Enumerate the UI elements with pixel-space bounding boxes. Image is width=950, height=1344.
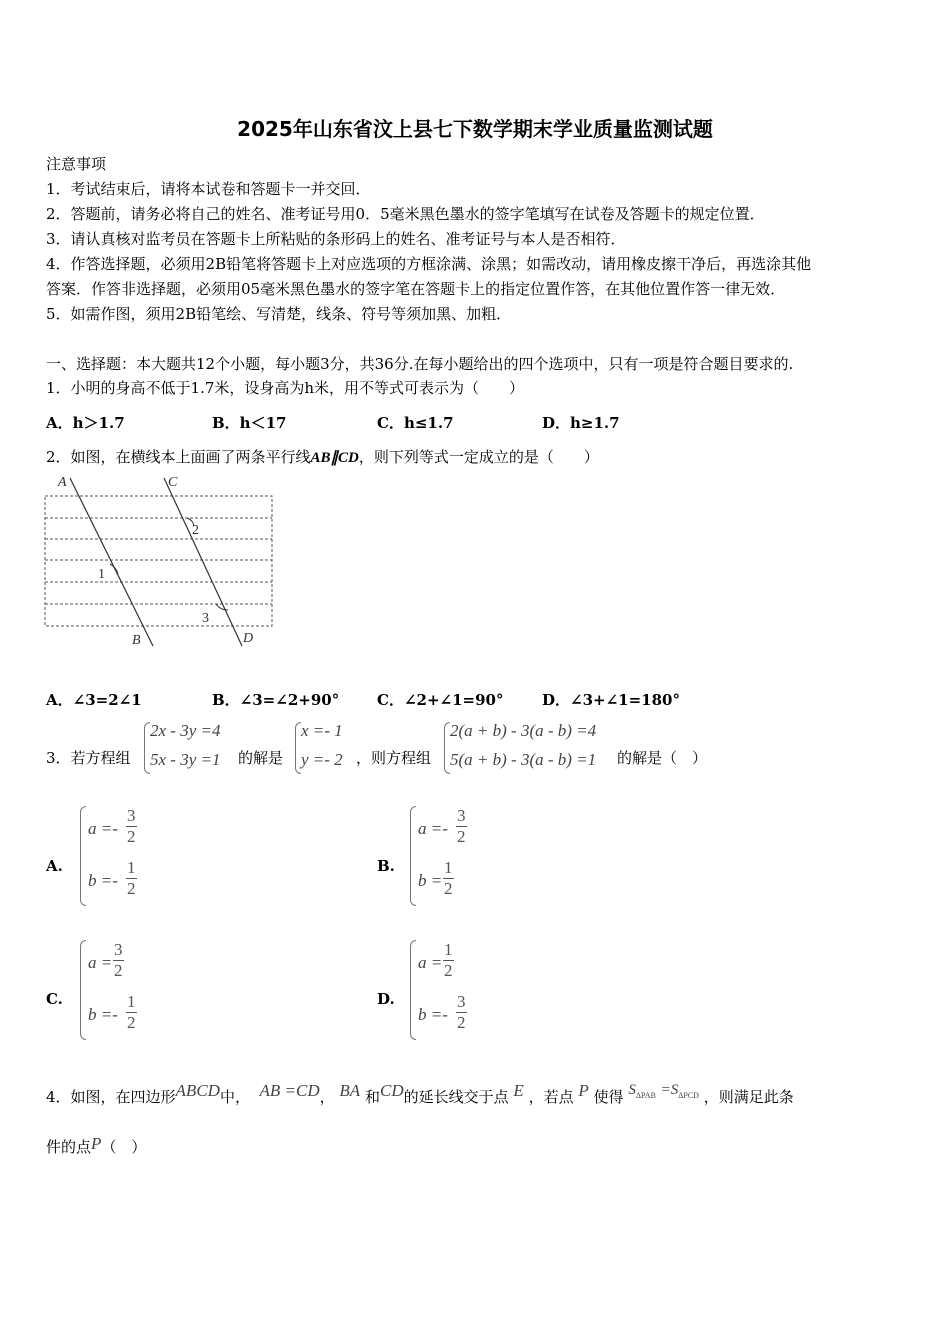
q3-option-c-brace — [80, 940, 86, 1040]
q2-stem — [46, 446, 599, 467]
q4-text: 使得 — [593, 1088, 624, 1106]
q4-text: 的延长线交于点 — [403, 1088, 509, 1106]
q4-text: 中， — [219, 1088, 250, 1106]
q3-option-a-b: b =- — [88, 871, 118, 890]
q4-math: P — [91, 1134, 102, 1153]
notice-heading: 注意事项 — [46, 155, 107, 173]
q3-option-b-label: B. — [377, 857, 395, 875]
q1-option-b: B．h＜17 — [212, 414, 287, 432]
q3-sys1-eq1: 2x - 3y =4 — [150, 721, 221, 740]
q3-sol-x: x =- 1 — [301, 721, 343, 740]
q3-mid1: 的解是 — [238, 749, 284, 767]
q4-math: AB =CD — [259, 1081, 320, 1100]
notice-item: 4．作答选择题，必须用2B铅笔将答题卡上对应选项的方框涂满、涂黑；如需改动，请用橡皮擦干净后，再选涂其他 — [46, 255, 812, 273]
q3-sys2-eq1: 2(a + b) - 3(a - b) =4 — [450, 721, 597, 740]
q3-option-c-a-frac: $\frac{3}{2}$ — [114, 940, 123, 980]
label-a: A — [58, 475, 67, 490]
q4-stem-line1 — [46, 1081, 794, 1108]
page-title: 2025年山东省汶上县七下数学期末学业质量监测试题 — [237, 117, 713, 141]
q4-text: ，则满足此条 — [703, 1088, 794, 1106]
q3-option-a-a: a =- — [88, 819, 118, 838]
q4-math: BA — [339, 1081, 361, 1100]
q2-option-d: D．∠3+∠1=180° — [542, 691, 680, 709]
q4-text: 和 — [364, 1088, 380, 1106]
notice-item: 答案．作答非选择题，必须用05毫米黑色墨水的签字笔在答题卡上的指定位置作答，在其他位置作答一律无效． — [46, 280, 786, 298]
label-d: D — [243, 631, 254, 646]
q3-option-a-label: A. — [46, 857, 63, 875]
q4-math: CD — [379, 1081, 404, 1100]
q3-option-c-label: C. — [46, 990, 63, 1008]
q4-text: 件的点 — [46, 1138, 92, 1156]
q3-option-d-a: a = — [418, 953, 443, 972]
angle-3-arc — [216, 604, 228, 610]
q3-option-d-a-frac: $\frac{1}{2}$ — [444, 940, 453, 980]
q2-figure — [40, 470, 280, 650]
q3-option-b-a: a =- — [418, 819, 448, 838]
q4-text: ，若点 — [528, 1088, 574, 1106]
q3-option-d-b: b =- — [418, 1005, 448, 1024]
q2-stem-math: AB∥CD — [310, 450, 359, 466]
q1-option-c: C．h≤1.7 — [377, 414, 454, 432]
q4-math: E — [513, 1081, 524, 1100]
notice-item: 2．答题前，请务必将自己的姓名、准考证号用0．5毫米黑色墨水的签字笔填写在试卷及答题卡的规定位置． — [46, 205, 765, 223]
label-b: B — [132, 633, 141, 648]
notice-item: 5．如需作图，须用2B铅笔绘、写清楚，线条、符号等须加黑、加粗． — [46, 305, 512, 323]
q3-option-c-b: b =- — [88, 1005, 118, 1024]
q3-option-c-b-frac: $\frac{1}{2}$ — [127, 992, 136, 1032]
label-3: 3 — [202, 611, 209, 626]
line-ab — [70, 478, 153, 646]
label-1: 1 — [98, 567, 105, 582]
q3-option-b-b-frac: $\frac{1}{2}$ — [444, 858, 453, 898]
q3-option-b-brace — [410, 806, 416, 906]
q3-mid2: ，则方程组 — [356, 749, 432, 767]
notice-item: 3．请认真核对监考员在答题卡上所粘贴的条形码上的姓名、准考证号与本人是否相符． — [46, 230, 626, 248]
q3-option-d-brace — [410, 940, 416, 1040]
q4-math-s1: $S_{\Delta PAB}$ — [628, 1082, 656, 1100]
q1-stem: 1．小明的身高不低于1.7米，设身高为h米，用不等式可表示为（ ） — [46, 379, 525, 397]
q4-text: 4．如图，在四边形 — [46, 1088, 176, 1106]
q3-option-a-b-frac: $\frac{1}{2}$ — [127, 858, 136, 898]
q4-text: （ ） — [101, 1138, 147, 1156]
q3-option-b-a-frac: $\frac{3}{2}$ — [457, 806, 466, 846]
q3-sol-y: y =- 2 — [301, 750, 343, 769]
q2-option-a: A．∠3=2∠1 — [46, 691, 142, 709]
notice-item: 1．考试结束后，请将本试卷和答题卡一并交回． — [46, 180, 371, 198]
q3-option-d-label: D. — [377, 990, 395, 1008]
q4-math: ABCD — [175, 1081, 220, 1100]
q3-sys2-eq2: 5(a + b) - 3(a - b) =1 — [450, 750, 597, 769]
label-2: 2 — [192, 523, 199, 538]
q4-math-s2: $=S_{\Delta PCD}$ — [660, 1082, 699, 1100]
q3-option-d-b-frac: $\frac{3}{2}$ — [457, 992, 466, 1032]
q2-stem-text-end: ，则下列等式一定成立的是（ ） — [358, 448, 599, 466]
q2-stem-text: 2．如图，在横线本上面画了两条平行线 — [46, 448, 311, 466]
q4-math: P — [578, 1081, 589, 1100]
q4-stem-line2 — [46, 1136, 146, 1157]
q1-option-d: D．h≥1.7 — [542, 414, 620, 432]
q3-option-c-a: a = — [88, 953, 113, 972]
section-heading: 一、选择题：本大题共12个小题，每小题3分，共36分.在每小题给出的四个选项中，只有一项是符合题目要求的. — [46, 355, 794, 373]
q3-post: 的解是（ ） — [617, 749, 708, 767]
q3-option-a-a-frac: $\frac{3}{2}$ — [127, 806, 136, 846]
q4-text: ， — [319, 1088, 335, 1106]
q3-option-a-brace — [80, 806, 86, 906]
notebook-frame — [45, 496, 272, 626]
q3-pre: 3．若方程组 — [46, 749, 131, 767]
q1-option-a: A．h＞1.7 — [46, 414, 125, 432]
q2-option-c: C．∠2+∠1=90° — [377, 691, 504, 709]
q3-option-b-b: b = — [418, 871, 443, 890]
q3-sys1-eq2: 5x - 3y =1 — [150, 750, 221, 769]
label-c: C — [168, 475, 178, 490]
q2-option-b: B．∠3=∠2+90° — [212, 691, 340, 709]
